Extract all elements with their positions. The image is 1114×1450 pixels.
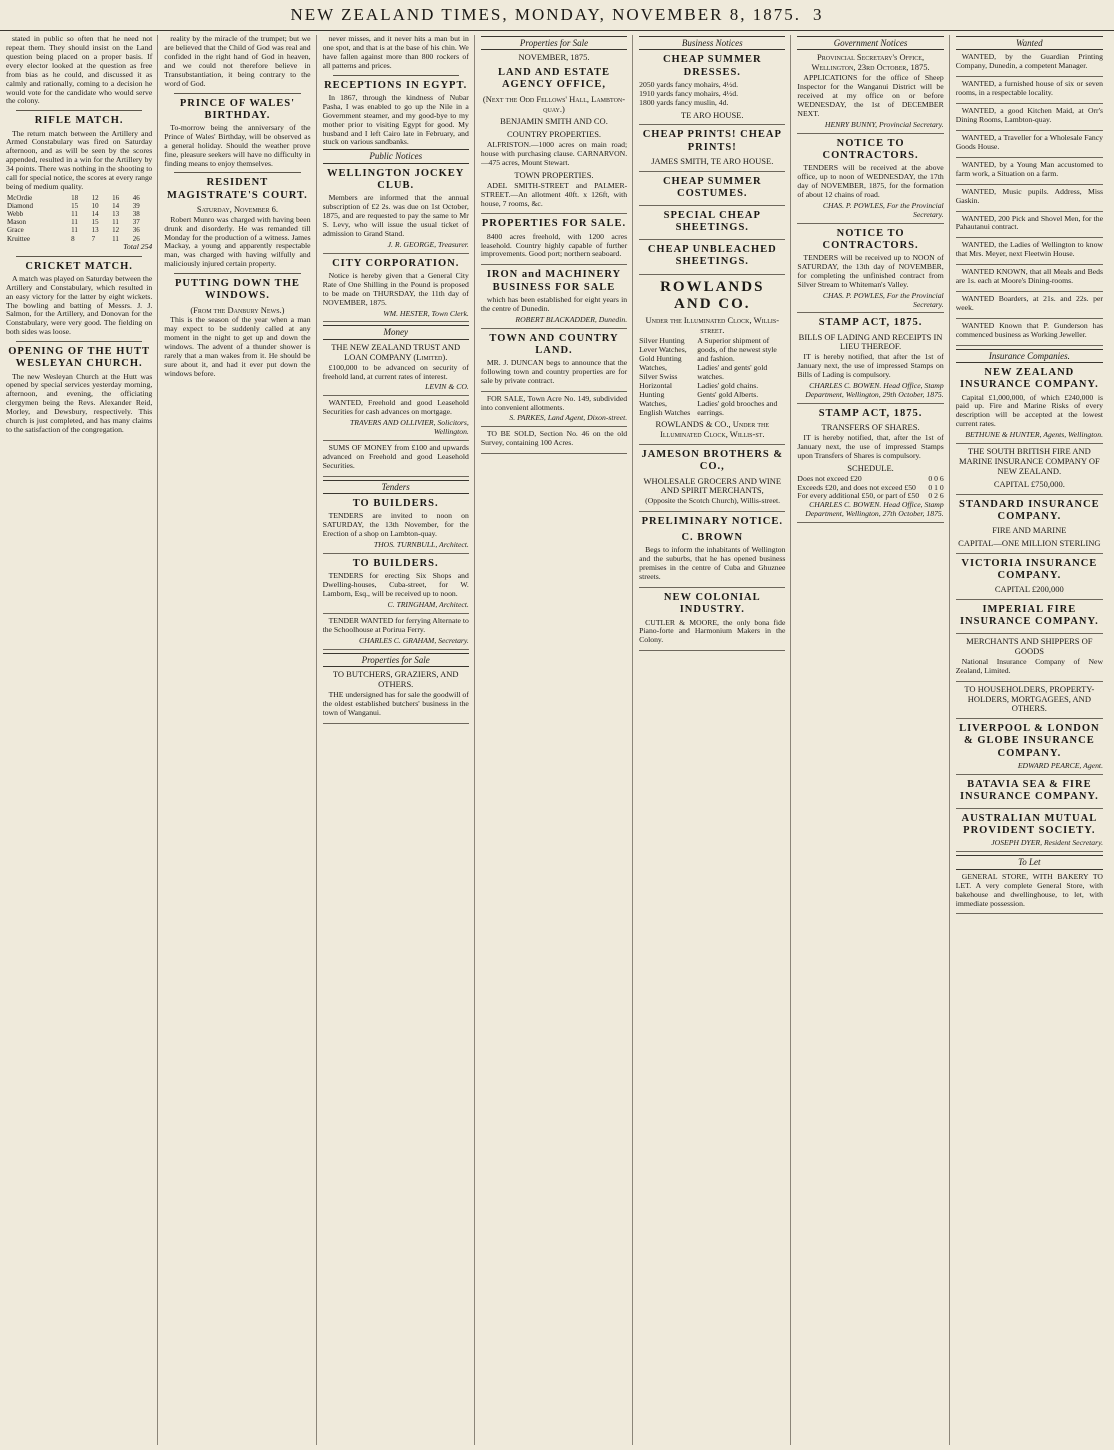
article-text: This is the season of the year when a man may expect to be suddenly called at any moment in the night to get up and down the windows. The advent of a thunder shower is rarely that a man wakes from it. He should be sure about it, and had it ever put down the windows before.	[164, 315, 311, 378]
column-3	[323, 35, 475, 1445]
table-row: Kruittee 8 7 11 26	[7, 234, 140, 243]
ad-wanted: WANTED Boarders, at 21s. and 22s. per week.	[956, 295, 1103, 319]
section-properties: Properties for Sale	[481, 36, 627, 50]
column-6	[797, 35, 949, 1445]
ad-wanted: WANTED, a furnished house of six or seven rooms, in a respectable locality.	[956, 80, 1103, 104]
section-properties: Properties for Sale	[323, 653, 469, 667]
headline-rifle-match: RIFLE MATCH.	[34, 115, 124, 127]
ad-wanted: WANTED, a Traveller for a Wholesale Fancy Goods House.	[956, 134, 1103, 158]
table-row: Webb 11 14 13 38	[7, 210, 140, 219]
ad-iron-machinery: IRON and MACHINERY BUSINESS FOR SALE which has been established for eight years in the centre of Dunedin. ROBERT BLACKADDER, Dunedin.	[481, 269, 627, 328]
ad-properties-for-sale: PROPERTIES FOR SALE. 8400 acres freehold, with 1200 acres leasehold. Country highly capable of further improvements. Good port; northern seaboard.	[481, 218, 627, 265]
ad-wanted: WANTED, 200 Pick and Shovel Men, for the Pahautanui contract.	[956, 215, 1103, 239]
ad-wanted: WANTED, Music pupils. Address, Miss Gaskin.	[956, 188, 1103, 212]
section-insurance: Insurance Companies.	[956, 349, 1103, 363]
divider	[174, 93, 300, 94]
ad-wanted: WANTED, by the Guardian Printing Company, Dunedin, a competent Manager.	[956, 53, 1103, 77]
ad-unbleached: CHEAP UNBLEACHED SHEETINGS.	[639, 244, 785, 274]
source-line: (From the Danbury News.)	[190, 304, 285, 315]
article-text: A match was played on Saturday between the Artillery and Constabulary, which resulted in an easy victory for the latter by eight wickets. The bowling and batting of Messrs. J. J. Salmon, for the Artillery, and Donovan for the Constabulary, were very good. The fielding on both sides was loose.	[6, 273, 153, 337]
ad-wanted: WANTED Known that P. Gunderson has commenced business as Working Jeweller.	[956, 322, 1103, 346]
divider	[174, 172, 300, 173]
article-text: stated in public so often that he need not repeat them. They should insist on the Land question being placed on a proper basis. If every elector looked at the question as free from bias as he could, and discussed it as calmly and rationally, coming to a decision he would vote for the candidate who would serve the colony.	[6, 35, 153, 106]
section-to-let: To Let	[956, 855, 1103, 869]
ad-sheetings: SPECIAL CHEAP SHEETINGS.	[639, 210, 785, 240]
ad-contractors-1: NOTICE TO CONTRACTORS. TENDERS will be received at the above office, up to noon of WEDNESDAY, the 17th day of NOVEMBER, 1875, for the formation of about 12 chains of road. CHAS. P. POWLES, For the Provincial Secretary.	[797, 138, 943, 224]
ad-general-store: GENERAL STORE, WITH BAKERY TO LET. A very complete General Store, with bakehouse and dwellinghouse, to let, with immediate possession.	[956, 873, 1103, 915]
column-2	[164, 35, 316, 1445]
article-text: In 1867, through the kindness of Nubar Pasha, I was enabled to go up the Nile in a Government steamer, and my good-bye to my mother prior to visiting Egypt for good. My husband and I left Cairo late in February, and stuck on various sandbanks.	[322, 92, 469, 147]
ad-summer-costumes: CHEAP SUMMER COSTUMES.	[639, 176, 785, 206]
ad-amp: AUSTRALIAN MUTUAL PROVIDENT SOCIETY. JOSEPH DYER, Resident Secretary.	[956, 813, 1103, 852]
ad-nz-insurance: NEW ZEALAND INSURANCE COMPANY. Capital £1,000,000, of which £240,000 is paid up. Fire and Marine Risks of every description will be accepted at the lowest current rates. BETHUNE & HUNTER, Agents, Wellington.	[956, 367, 1103, 444]
section-money: Money	[323, 325, 469, 339]
headline-prince-birthday: PRINCE OF WALES' BIRTHDAY.	[179, 97, 296, 121]
ad-batavia: BATAVIA SEA & FIRE INSURANCE COMPANY.	[956, 779, 1103, 809]
article-text: The return match between the Artillery and Armed Constabulary was fired on Saturday afternoon, and as will be seen by the scores appended, resulted in a win for the Artillery by 34 points. There was nothing in the shooting to call for special notice, the scores at every range being of medium quality.	[6, 128, 153, 192]
schedule-row: For every additional £50, or part of £50 0 2 6	[797, 491, 944, 501]
ad-householders: TO HOUSEHOLDERS, PROPERTY-HOLDERS, MORTGAGEES, AND OTHERS.	[956, 685, 1103, 720]
headline-egypt: RECEPTIONS IN EGYPT.	[324, 79, 468, 91]
article-text: reality by the miracle of the trumpet; but we are believed that the Child of God was real and confided in the right hand of God in heaven, and we could not therefore believe in Transubstantiation, it being contrary to the word of God.	[164, 35, 311, 88]
article-text: To-morrow being the anniversary of the Prince of Wales' Birthday, will be observed as a general holiday. Should the weather prove fine, pleasure seekers will have no difficulty in finding means to enjoy themselves.	[164, 122, 311, 168]
ad-standard: STANDARD INSURANCE COMPANY. FIRE AND MARINE CAPITAL—ONE MILLION STERLING	[956, 499, 1103, 554]
ad-builders-2: TO BUILDERS. TENDERS for erecting Six Shops and Dwelling-houses, Cuba-street, for W. Lamborn, Esq., will be received up to noon. C. TRINGHAM, Architect.	[323, 558, 469, 614]
ad-victoria: VICTORIA INSURANCE COMPANY. CAPITAL £200,000	[956, 558, 1103, 600]
schedule-row: Does not exceed £20 0 0 6	[797, 473, 944, 483]
section-wanted: Wanted	[956, 36, 1103, 50]
section-tenders: Tenders	[323, 480, 469, 494]
score-total: Total 254	[123, 241, 153, 251]
ad-summer-dresses: CHEAP SUMMER DRESSES. 2050 yards fancy mohairs, 4½d. 1910 yards fancy mohairs, 4½d. 1800 yards fancy muslin, 4d. TE ARO HOUSE.	[639, 54, 785, 125]
ad-jockey-club: WELLINGTON JOCKEY CLUB. Members are informed that the annual subscription of £2 2s. was due on 1st October, 1875, and are requested to pay the same to Mr S. Levy, who will issue the usual ticket of admission to Grand Stand. J. R. GEORGE, Treasurer.	[323, 168, 469, 254]
ad-sheep-inspector: Provincial Secretary's Office, Wellington, 23rd October, 1875. APPLICATIONS for the office of Sheep Inspector for the Wanganui District will be received at my office on or before WEDNESDAY, the 1st of DECEMBER NEXT. HENRY BUNNY, Provincial Secretary.	[797, 53, 943, 133]
ad-liverpool: LIVERPOOL & LONDON & GLOBE INSURANCE COMPANY. EDWARD PEARCE, Agent.	[956, 723, 1103, 774]
ad-butchers: TO BUTCHERS, GRAZIERS, AND OTHERS. THE undersigned has for sale the goodwill of the oldest established butchers' business in the town of Wanganui.	[323, 670, 469, 723]
divider	[16, 110, 142, 111]
page-number: 3	[813, 5, 824, 24]
ad-wanted-money: WANTED, Freehold and good Leasehold Securities for cash advances on mortgage. TRAVERS AND OLLIVIER, Solicitors, Wellington.	[323, 399, 469, 441]
ad-imperial: IMPERIAL FIRE INSURANCE COMPANY.	[956, 604, 1103, 634]
columns	[0, 31, 1114, 1445]
schedule-row: Exceeds £20, and does not exceed £50 0 1 0	[797, 482, 944, 492]
ad-rowlands: ROWLANDS AND CO. Under the Illuminated Clock, Willis-street. Silver Hunting Lever Watches, Gold Hunting Watches, Silver Swiss Horizontal Hunting Watches, English Watches A Superior shipment of goods, of the newest style and fashion. Ladies' and gents' gold watches. Ladies' gold chains. Gents' gold Alberts. Ladies' gold brooches and earrings. ROWLANDS & CO., Under the Illuminated Clock, Willis-st.	[639, 279, 785, 446]
headline-opening: OPENING OF THE HUTT WESLEYAN CHURCH.	[8, 346, 151, 370]
masthead	[0, 0, 1114, 31]
ad-stamp-act-1: STAMP ACT, 1875. BILLS OF LADING AND RECEIPTS IN LIEU THEREOF. IT is hereby notified, that after the 1st of January next, the use of impressed Stamps on Bills of Lading is compulsory. CHARLES C. BOWEN. Head Office, Stamp Department, Wellington, 29th October, 1875.	[797, 317, 943, 404]
column-1	[6, 35, 158, 1445]
dateline: Saturday, November 6.	[196, 203, 278, 214]
table-row: Diamond 15 10 14 39	[7, 202, 140, 211]
section-business: Business Notices	[639, 36, 785, 50]
table-row: Grace 11 13 12 36	[7, 226, 140, 235]
ad-sums: SUMS OF MONEY from £100 and upwards advanced on Freehold and good Leasehold Securities.	[323, 444, 469, 477]
ad-wanted: WANTED KNOWN, that all Meals and Beds are 1s. each at Moore's Dining-rooms.	[956, 268, 1103, 292]
ad-colonial-industry: NEW COLONIAL INDUSTRY. CUTLER & MOORE, the only bona fide Piano-forte and Harmonium Makers in the Colony.	[639, 592, 785, 651]
article-text: never misses, and it never hits a man but in one spot, and that is at the base of his chin. We have fallen against more than 800 rockers of all patterns and prices.	[322, 35, 469, 70]
ad-stamp-act-2: STAMP ACT, 1875. TRANSFERS OF SHARES. IT is hereby notified, that, after the 1st of January next, the use of impressed Stamps upon Transfers of Shares is compulsory. SCHEDULE. Does not exceed £20 0 0 6 Exceeds £20, and does not exceed £50 0 1 0 For every additional £50, or part of £50 0 2 6 CHARLES C. BOWEN. Head Office, Stamp Department, Wellington, 27th October, 1875.	[797, 408, 943, 523]
masthead-title: NEW ZEALAND TIMES, MONDAY, NOVEMBER 8, 1875.	[290, 5, 801, 24]
ad-for-sale-acre: FOR SALE, Town Acre No. 149, subdivided into convenient allotments. S. PARKES, Land Agent, Dixon-street.	[481, 395, 627, 428]
ad-trust-loan: THE NEW ZEALAND TRUST AND LOAN COMPANY (Limited). £100,000 to be advanced on security of freehold land, at current rates of interest. LEVIN & CO.	[323, 343, 469, 396]
ad-preliminary: PRELIMINARY NOTICE. C. BROWN Begs to inform the inhabitants of Wellington and the suburbs, that he has opened business premises in the centre of Cuba and Ghuznee streets.	[639, 516, 785, 588]
ad-wanted: WANTED, the Ladies of Wellington to know that Mrs. Meyer, next Fleetwin House.	[956, 241, 1103, 265]
divider	[16, 341, 142, 342]
headline-rm-court: RESIDENT MAGISTRATE'S COURT.	[167, 177, 308, 201]
table-row: McOrdie 18 12 16 46	[7, 194, 140, 202]
ad-ferry-tender: TENDER WANTED for ferrying Alternate to the Schoolhouse at Porirua Ferry. CHARLES C. GRAHAM, Secretary.	[323, 617, 469, 650]
ad-city-corporation: CITY CORPORATION. Notice is hereby given that a General City Rate of One Shilling in the Pound is proposed to be made on THURSDAY, the 11th day of NOVEMBER, 1875. WM. HESTER, Town Clerk.	[323, 258, 469, 323]
column-4	[481, 35, 633, 1445]
divider	[174, 273, 300, 274]
article-text: Robert Munro was charged with having been drunk and disorderly. He was remanded till Monday for the production of a witness. James Mackay, a young and apparently respectable man, was charged with having wilfully and maliciously injured certain property.	[164, 214, 311, 269]
ad-contractors-2: NOTICE TO CONTRACTORS. TENDERS will be received up to NOON of SATURDAY, the 13th day of NOVEMBER, for completing the unfinished contract from Silver Stream to Whiteman's Valley. CHAS. P. POWLES, For the Provincial Secretary.	[797, 228, 943, 314]
ad-cheap-prints: CHEAP PRINTS! CHEAP PRINTS! JAMES SMITH, TE ARO HOUSE.	[639, 129, 785, 171]
article-text: The new Wesleyan Church at the Hutt was opened by special services yesterday morning, afternoon, and evening, the officiating clergymen being the Revs. Alexander Reid, Morley, and Dewsbury, respectively. This church is just completed, and has many claims to the satisfaction of the congregation.	[6, 371, 153, 435]
divider	[16, 256, 142, 257]
ad-wanted: WANTED, a good Kitchen Maid, at Orr's Dining Rooms, Lambton-quay.	[956, 107, 1103, 131]
ad-to-be-sold: TO BE SOLD, Section No. 46 on the old Survey, containing 100 Acres.	[481, 430, 627, 454]
column-7	[956, 35, 1108, 1445]
scores-table	[6, 194, 152, 243]
ad-merchants: MERCHANTS AND SHIPPERS OF GOODS National Insurance Company of New Zealand, Limited.	[956, 637, 1103, 682]
ad-land-agency: NOVEMBER, 1875. LAND AND ESTATE AGENCY OFFICE, (Next the Odd Fellows' Hall, Lambton-quay.) BENJAMIN SMITH AND CO. COUNTRY PROPERTIES. ALFRISTON.—1000 acres on main road; house with purchasing clause. CARNARVON.—475 acres, Mount Stewart. TOWN PROPERTIES. ADEL SMITH-STREET and PALMER-STREET.—An allotment 40ft. x 126ft, with house, 7 rooms, &c.	[481, 53, 627, 214]
ad-builders-1: TO BUILDERS. TENDERS are invited to noon on SATURDAY, the 13th November, for the Erection of a shop on Lambton-quay. THOS. TURNBULL, Architect.	[323, 498, 469, 554]
ad-jameson: JAMESON BROTHERS & CO., WHOLESALE GROCERS AND WINE AND SPIRIT MERCHANTS, (Opposite the Scotch Church), Willis-street.	[639, 449, 785, 512]
section-government: Government Notices	[797, 36, 943, 50]
ad-town-country: TOWN AND COUNTRY LAND. MR. J. DUNCAN begs to announce that the following town and country properties are for sale by private contract.	[481, 333, 627, 392]
section-public-notices: Public Notices	[323, 149, 469, 163]
ad-south-british: THE SOUTH BRITISH FIRE AND MARINE INSURANCE COMPANY OF NEW ZEALAND. CAPITAL £750,000.	[956, 447, 1103, 494]
headline-cricket-match: CRICKET MATCH.	[25, 260, 133, 272]
divider	[333, 75, 459, 76]
column-5	[639, 35, 791, 1445]
table-row: Mason 11 15 11 37	[7, 218, 140, 227]
headline-windows: PUTTING DOWN THE WINDOWS.	[174, 278, 300, 302]
ad-wanted: WANTED, by a Young Man accustomed to farm work, a Situation on a farm.	[956, 161, 1103, 185]
